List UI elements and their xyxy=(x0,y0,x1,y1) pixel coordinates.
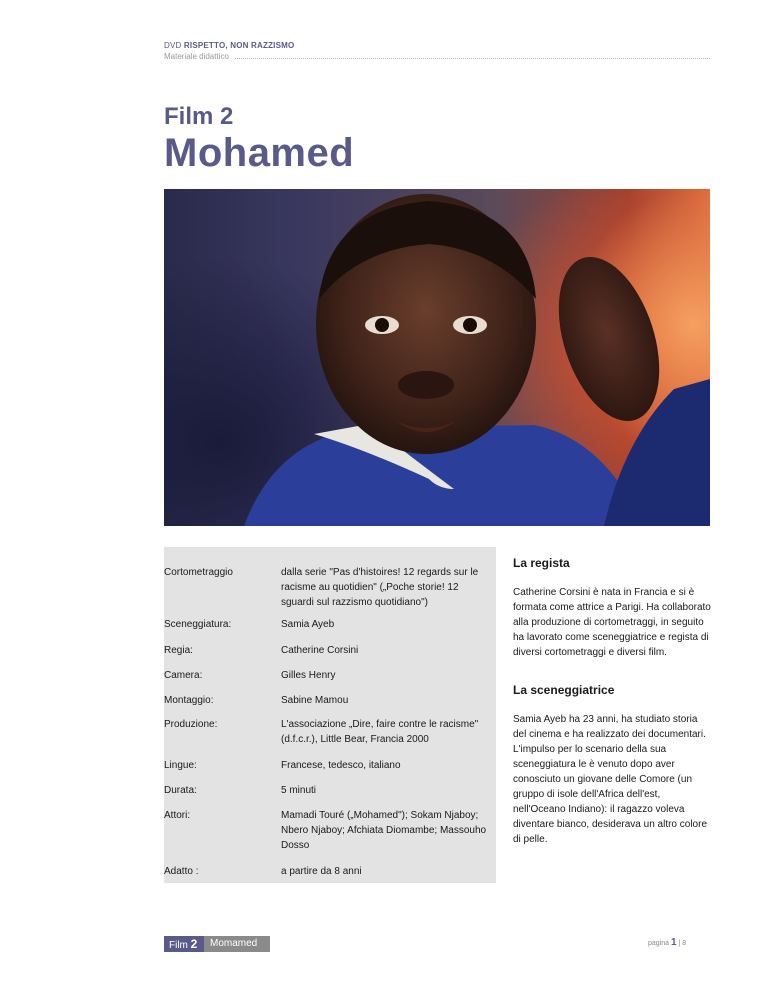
header-divider xyxy=(235,58,710,59)
footer-film-number: 2 xyxy=(190,937,198,951)
credit-value: Mamadi Touré („Mohamed"); Sokam Njaboy; Nbero Njaboy; Afchiata Diomambe; Massouho Dosso xyxy=(281,810,487,851)
film-still-photo xyxy=(164,189,710,526)
header-series: RISPETTO, NON RAZZISMO xyxy=(183,41,295,50)
footer-film-label xyxy=(164,936,204,952)
section-regista xyxy=(513,556,713,660)
credit-value: 5 minuti xyxy=(281,785,317,796)
header-subtitle-row xyxy=(164,52,710,61)
credit-label: Camera: xyxy=(164,670,203,681)
credit-value: Catherine Corsini xyxy=(281,645,359,656)
section-body: Catherine Corsini è nata in Francia e si è formata come attrice a Parigi. Ha collaborato alla produzione di cortometraggi, in seguito ha lavorato come sceneggiatrice e regista di diversi cortometraggi e diversi film. xyxy=(513,587,711,658)
credit-label: Regia: xyxy=(164,645,193,656)
page-total: 8 xyxy=(682,940,687,947)
header-series-line xyxy=(164,41,710,50)
credit-value: Sabine Mamou xyxy=(281,695,349,706)
footer-film-name: Momamed xyxy=(204,936,270,952)
page-number xyxy=(648,937,686,948)
credit-label: Lingue: xyxy=(164,760,197,771)
credit-value: L'associazione „Dire, faire contre le racisme" (d.f.c.r.), Little Bear, Francia 2000 xyxy=(281,719,479,745)
page-current: 1 xyxy=(670,937,677,948)
credit-label: Sceneggiatura: xyxy=(164,619,232,630)
footer-film-word: Film xyxy=(169,940,188,951)
film-title: Mohamed xyxy=(164,131,355,175)
footer-tag xyxy=(164,936,270,952)
page-header xyxy=(164,41,710,61)
credit-label: Adatto : xyxy=(164,866,199,877)
film-label: Film 2 xyxy=(164,103,234,130)
section-sceneggiatrice xyxy=(513,683,713,847)
credit-label: Produzione: xyxy=(164,719,218,730)
credit-value: dalla serie "Pas d'histoires! 12 regards sur le racisme au quotidien" („Poche storie! 12 sguardi sul razzismo quotidiano") xyxy=(281,567,479,608)
credit-value: Gilles Henry xyxy=(281,670,336,681)
credit-label: Cortometraggio xyxy=(164,567,233,578)
section-title: La regista xyxy=(513,556,570,570)
credit-value: Samia Ayeb xyxy=(281,619,335,630)
page-label: pagina xyxy=(648,940,670,947)
credit-value: Francese, tedesco, italiano xyxy=(281,760,401,771)
header-subtitle: Materiale didattico xyxy=(164,52,229,61)
credit-value: a partire da 8 anni xyxy=(281,866,362,877)
header-prefix: DVD xyxy=(164,41,184,50)
boy-portrait-illustration xyxy=(164,189,710,526)
credit-label: Durata: xyxy=(164,785,197,796)
section-body: Samia Ayeb ha 23 anni, ha studiato storia del cinema e ha realizzato dei documentari. L'impulso per lo scenario della sua sceneggiatura le è venuto dopo aver conosciuto un giovane delle Comore (un gruppo di isole dell'Africa dell'est, nell'Oceano Indiano): il ragazzo voleva diventare bianco, desiderava un altro colore di pelle. xyxy=(513,714,708,845)
credits-box xyxy=(164,547,496,883)
credit-label: Attori: xyxy=(164,810,191,821)
section-title: La sceneggiatrice xyxy=(513,683,615,697)
page-separator: | xyxy=(678,940,681,947)
credit-label: Montaggio: xyxy=(164,695,214,706)
